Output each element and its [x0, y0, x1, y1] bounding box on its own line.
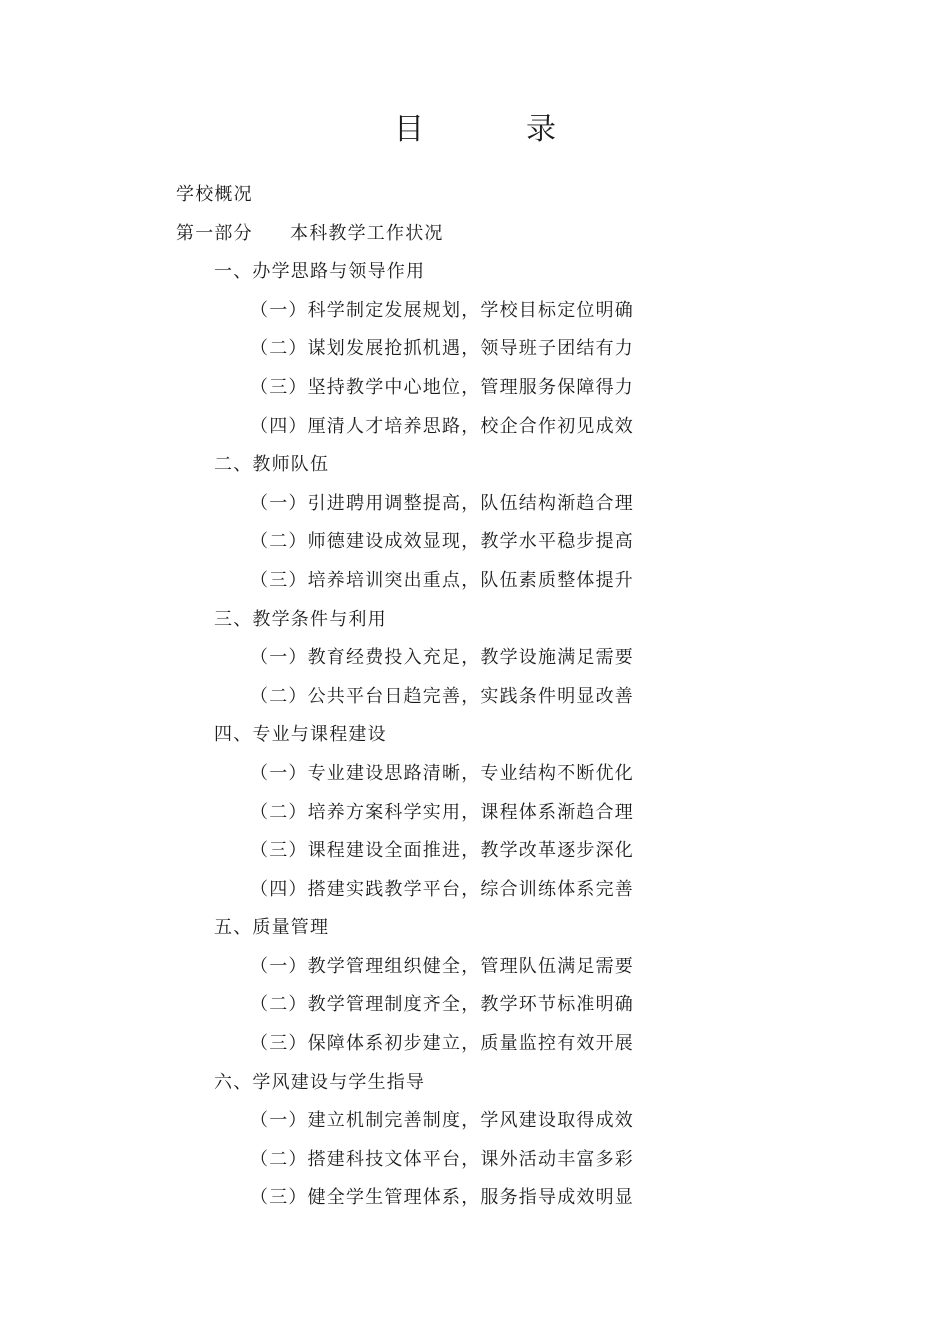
- toc-section-heading: 五、质量管理: [214, 917, 330, 939]
- toc-subsection: （四）搭建实践教学平台，综合训练体系完善: [250, 878, 634, 900]
- toc-subsection: （二）公共平台日趋完善，实践条件明显改善: [250, 685, 634, 707]
- toc-subsection: （三）保障体系初步建立，质量监控有效开展: [250, 1033, 634, 1055]
- toc-subsection: （二）师德建设成效显现，教学水平稳步提高: [250, 531, 634, 553]
- toc-section-heading: 一、办学思路与领导作用: [214, 261, 426, 283]
- toc-subsection: （一）建立机制完善制度，学风建设取得成效: [250, 1110, 634, 1132]
- toc-entry-part-one: [176, 215, 696, 254]
- table-of-contents: [176, 176, 696, 1218]
- toc-subsection: （二）搭建科技文体平台，课外活动丰富多彩: [250, 1148, 634, 1170]
- toc-subsection: （四）厘清人才培养思路，校企合作初见成效: [250, 415, 634, 437]
- toc-section-heading: 二、教师队伍: [214, 454, 330, 476]
- toc-section-heading: 六、学风建设与学生指导: [214, 1071, 426, 1093]
- toc-subsection: （一）教学管理组织健全，管理队伍满足需要: [250, 955, 634, 977]
- toc-subsection: （二）培养方案科学实用，课程体系渐趋合理: [250, 801, 634, 823]
- toc-subsection: （一）专业建设思路清晰，专业结构不断优化: [250, 762, 634, 784]
- toc-subsection: （三）坚持教学中心地位，管理服务保障得力: [250, 376, 634, 398]
- toc-subsection: （一）教育经费投入充足，教学设施满足需要: [250, 647, 634, 669]
- toc-entry-overview: 学校概况: [176, 184, 253, 205]
- toc-subsection: （三）培养培训突出重点，队伍素质整体提升: [250, 569, 634, 591]
- toc-section-heading: 三、教学条件与利用: [214, 608, 387, 630]
- part-label: 第一部分: [176, 222, 253, 244]
- toc-subsection: （三）健全学生管理体系，服务指导成效明显: [250, 1187, 634, 1209]
- toc-subsection: （三）课程建设全面推进，教学改革逐步深化: [250, 840, 634, 862]
- part-title: 本科教学工作状况: [290, 222, 444, 244]
- toc-section-heading: 四、专业与课程建设: [214, 724, 387, 746]
- toc-subsection: （一）科学制定发展规划，学校目标定位明确: [250, 299, 634, 321]
- toc-subsection: （一）引进聘用调整提高，队伍结构渐趋合理: [250, 492, 634, 514]
- page-title: 目 录: [394, 112, 592, 147]
- toc-subsection: （二）教学管理制度齐全，教学环节标准明确: [250, 994, 634, 1016]
- toc-subsection: （二）谋划发展抢抓机遇，领导班子团结有力: [250, 338, 634, 360]
